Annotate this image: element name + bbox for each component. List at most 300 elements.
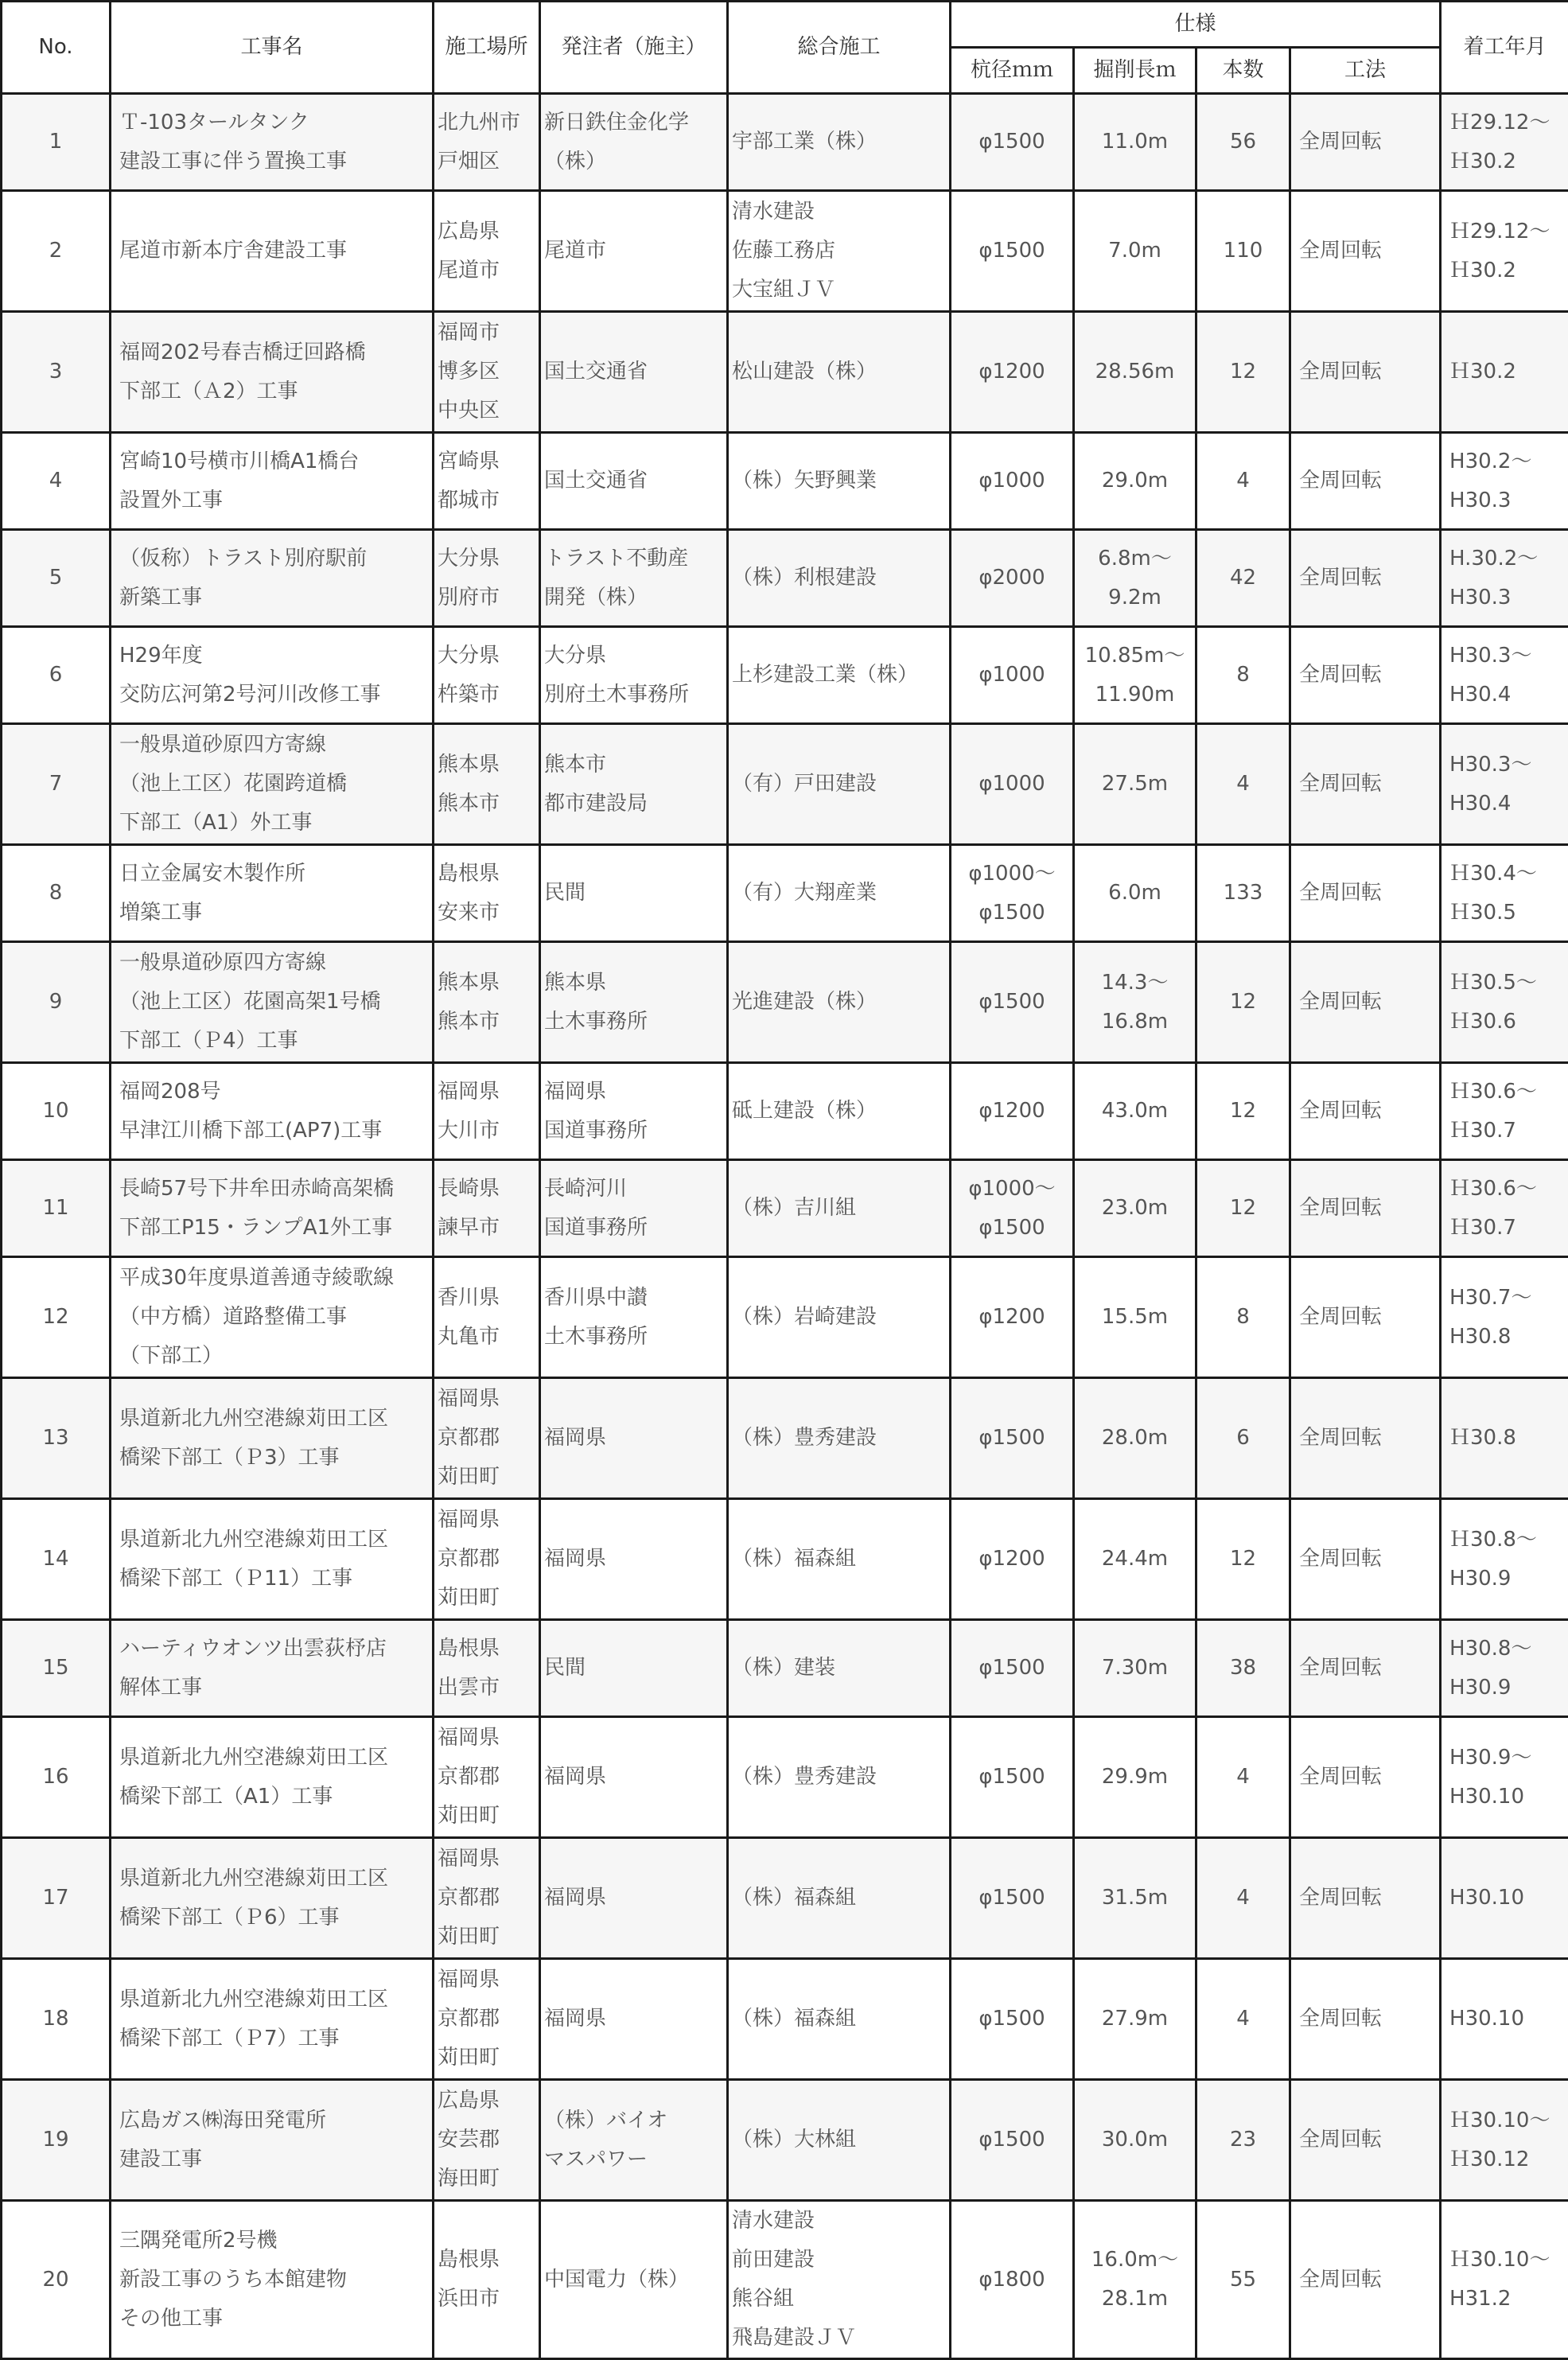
project-name-cell-line: （中方橋）道路整備工事 (119, 1298, 432, 1337)
count-cell: 4 (1196, 1717, 1290, 1838)
count-cell: 4 (1196, 1959, 1290, 2080)
project-name-cell (111, 1378, 434, 1499)
location-cell-line: 別府市 (438, 578, 539, 617)
depth-cell (1074, 1499, 1196, 1620)
contractor-cell-line: （株）福森組 (732, 1879, 949, 1918)
location-cell-line: 広島県 (438, 2082, 539, 2120)
diameter-cell-line: φ1500 (951, 232, 1072, 271)
contractor-cell (728, 724, 951, 845)
contractor-cell-line: 前田建設 (732, 2241, 949, 2280)
project-name-cell-line: 県道新北九州空港線苅田工区 (119, 1521, 432, 1560)
client-cell (540, 433, 728, 530)
location-cell-line: 福岡県 (438, 1501, 539, 1540)
project-name-cell-line: 設置外工事 (119, 481, 432, 520)
diameter-cell (951, 1717, 1074, 1838)
client-cell (540, 1620, 728, 1717)
project-name-cell-line: 橋梁下部工（Ｐ7）工事 (119, 2019, 432, 2058)
count-cell: 56 (1196, 94, 1290, 191)
start-date-cell-line: H30.9 (1449, 1560, 1568, 1599)
contractor-cell (728, 1257, 951, 1378)
count-cell: 6 (1196, 1378, 1290, 1499)
start-date-cell-line: H30.3 (1449, 481, 1568, 520)
depth-cell-line: 16.0m～ (1075, 2241, 1195, 2280)
client-cell-line: 別府土木事務所 (544, 676, 726, 715)
start-date-cell-line: Ｈ30.5 (1449, 894, 1568, 933)
diameter-cell (951, 1620, 1074, 1717)
depth-cell-line: 24.4m (1075, 1540, 1195, 1579)
contractor-cell-line: （株）大林組 (732, 2120, 949, 2159)
start-date-cell-line: Ｈ29.12～ (1449, 103, 1568, 142)
count-cell: 38 (1196, 1620, 1290, 1717)
location-cell (434, 1257, 540, 1378)
diameter-cell-line: φ1500 (951, 123, 1072, 162)
client-cell-line: 尾道市 (544, 232, 726, 271)
client-cell (540, 1378, 728, 1499)
count-cell: 12 (1196, 942, 1290, 1063)
start-date-cell-line: H31.2 (1449, 2280, 1568, 2319)
table-row (2, 942, 1568, 1063)
contractor-cell-line: （株）矢野興業 (732, 461, 949, 500)
table-row (2, 724, 1568, 845)
start-date-cell-line: Ｈ30.10～ (1449, 2241, 1568, 2280)
method-cell: 全周回転 (1290, 1959, 1441, 2080)
start-date-cell-line: Ｈ30.6～ (1449, 1170, 1568, 1209)
client-cell (540, 1160, 728, 1257)
count-cell: 133 (1196, 845, 1290, 942)
contractor-cell (728, 1620, 951, 1717)
depth-cell (1074, 191, 1196, 312)
depth-cell-line: 28.0m (1075, 1419, 1195, 1458)
no-cell: 12 (2, 1257, 111, 1378)
client-cell (540, 724, 728, 845)
location-cell-line: 福岡県 (438, 1073, 539, 1112)
no-cell: 9 (2, 942, 111, 1063)
diameter-cell (951, 312, 1074, 433)
project-name-cell-line: 橋梁下部工（A1）工事 (119, 1778, 432, 1817)
client-cell-line: 土木事務所 (544, 1318, 726, 1357)
start-date-cell-line: Ｈ30.6 (1449, 1003, 1568, 1042)
location-cell-line: 都城市 (438, 481, 539, 520)
start-date-cell (1441, 2201, 1568, 2359)
start-date-cell-line: H30.4 (1449, 676, 1568, 715)
table-row (2, 1717, 1568, 1838)
contractor-cell (728, 1717, 951, 1838)
project-name-cell-line: （池上工区）花園高架1号橋 (119, 983, 432, 1022)
diameter-cell (951, 530, 1074, 627)
location-cell-line: 福岡市 (438, 313, 539, 352)
start-date-cell (1441, 1959, 1568, 2080)
diameter-cell-line: φ1500 (951, 894, 1072, 933)
start-date-cell (1441, 433, 1568, 530)
project-name-cell-line: 県道新北九州空港線苅田工区 (119, 1980, 432, 2019)
depth-cell-line: 29.0m (1075, 461, 1195, 500)
client-cell-line: 福岡県 (544, 2000, 726, 2039)
project-name-cell-line: 解体工事 (119, 1669, 432, 1708)
start-date-cell-line: H30.9～ (1449, 1739, 1568, 1778)
no-cell: 18 (2, 1959, 111, 2080)
depth-cell (1074, 1378, 1196, 1499)
start-date-cell (1441, 627, 1568, 724)
start-date-cell-line: H30.2～ (1449, 442, 1568, 481)
client-cell-line: （株） (544, 142, 726, 181)
start-date-cell-line: Ｈ30.2 (1449, 142, 1568, 181)
location-cell (434, 1717, 540, 1838)
contractor-cell-line: 松山建設（株） (732, 352, 949, 391)
method-cell: 全周回転 (1290, 1378, 1441, 1499)
header-location: 施工場所 (434, 2, 540, 94)
location-cell-line: 京都郡 (438, 2000, 539, 2039)
diameter-cell-line: φ1000 (951, 656, 1072, 695)
contractor-cell (728, 1838, 951, 1959)
no-cell: 1 (2, 94, 111, 191)
client-cell (540, 1257, 728, 1378)
project-name-cell (111, 1257, 434, 1378)
diameter-cell-line: φ1000 (951, 461, 1072, 500)
client-cell-line: （株）バイオ (544, 2101, 726, 2140)
project-name-cell-line: （仮称）トラスト別府駅前 (119, 539, 432, 578)
location-cell (434, 1959, 540, 2080)
contractor-cell-line: （有）戸田建設 (732, 765, 949, 804)
no-cell: 14 (2, 1499, 111, 1620)
table-row (2, 1160, 1568, 1257)
location-cell-line: 海田町 (438, 2159, 539, 2198)
method-cell: 全周回転 (1290, 530, 1441, 627)
location-cell-line: 出雲市 (438, 1669, 539, 1708)
project-name-cell-line: 橋梁下部工（Ｐ11）工事 (119, 1560, 432, 1599)
header-start: 着工年月 (1441, 2, 1568, 94)
client-cell-line: 香川県中讃 (544, 1279, 726, 1318)
project-name-cell-line: 日立金属安木製作所 (119, 855, 432, 894)
diameter-cell-line: φ1200 (951, 352, 1072, 391)
location-cell-line: 安来市 (438, 894, 539, 933)
location-cell-line: 大分県 (438, 539, 539, 578)
location-cell (434, 312, 540, 433)
location-cell (434, 1499, 540, 1620)
project-name-cell (111, 312, 434, 433)
contractor-cell-line: （株）吉川組 (732, 1189, 949, 1228)
method-cell: 全周回転 (1290, 724, 1441, 845)
table-row (2, 1838, 1568, 1959)
contractor-cell-line: （株）岩崎建設 (732, 1298, 949, 1337)
project-name-cell-line: 橋梁下部工（Ｐ6）工事 (119, 1899, 432, 1937)
depth-cell-line: 14.3～ (1075, 964, 1195, 1003)
project-name-cell (111, 1160, 434, 1257)
depth-cell (1074, 1257, 1196, 1378)
depth-cell (1074, 94, 1196, 191)
project-name-cell (111, 191, 434, 312)
location-cell-line: 諫早市 (438, 1209, 539, 1248)
location-cell-line: 中央区 (438, 391, 539, 430)
location-cell-line: 福岡県 (438, 1380, 539, 1419)
project-name-cell-line: 交防広河第2号河川改修工事 (119, 676, 432, 715)
count-cell: 110 (1196, 191, 1290, 312)
diameter-cell (951, 433, 1074, 530)
method-cell: 全周回転 (1290, 312, 1441, 433)
project-name-cell (111, 1499, 434, 1620)
diameter-cell (951, 2201, 1074, 2359)
start-date-cell-line: Ｈ30.6～ (1449, 1073, 1568, 1112)
location-cell-line: 苅田町 (438, 1918, 539, 1957)
project-name-cell-line: 下部工（A1）外工事 (119, 804, 432, 843)
table-row (2, 1257, 1568, 1378)
client-cell (540, 942, 728, 1063)
depth-cell-line: 15.5m (1075, 1298, 1195, 1337)
contractor-cell-line: （株）豊秀建設 (732, 1758, 949, 1797)
project-name-cell-line: 早津江川橋下部工(AP7)工事 (119, 1112, 432, 1151)
project-name-cell (111, 2080, 434, 2201)
start-date-cell-line: H30.3～ (1449, 746, 1568, 785)
no-cell: 8 (2, 845, 111, 942)
start-date-cell (1441, 1717, 1568, 1838)
no-cell: 19 (2, 2080, 111, 2201)
table-row (2, 2080, 1568, 2201)
project-name-cell-line: 県道新北九州空港線苅田工区 (119, 1400, 432, 1439)
location-cell-line: 島根県 (438, 2241, 539, 2280)
start-date-cell (1441, 1378, 1568, 1499)
contractor-cell (728, 1160, 951, 1257)
start-date-cell-line: H30.10 (1449, 2000, 1568, 2039)
no-cell: 20 (2, 2201, 111, 2359)
client-cell-line: 福岡県 (544, 1540, 726, 1579)
diameter-cell-line: φ1200 (951, 1092, 1072, 1131)
project-name-cell-line: 広島ガス㈱海田発電所 (119, 2101, 432, 2140)
location-cell-line: 博多区 (438, 352, 539, 391)
start-date-cell-line: H30.8 (1449, 1318, 1568, 1357)
method-cell: 全周回転 (1290, 845, 1441, 942)
client-cell (540, 627, 728, 724)
method-cell: 全周回転 (1290, 627, 1441, 724)
start-date-cell-line: H30.3～ (1449, 637, 1568, 676)
contractor-cell (728, 312, 951, 433)
project-name-cell-line: 県道新北九州空港線苅田工区 (119, 1860, 432, 1899)
diameter-cell-line: φ2000 (951, 559, 1072, 598)
method-cell: 全周回転 (1290, 1499, 1441, 1620)
count-cell: 55 (1196, 2201, 1290, 2359)
table-row (2, 2201, 1568, 2359)
depth-cell (1074, 1160, 1196, 1257)
location-cell (434, 1160, 540, 1257)
client-cell-line: 長崎河川 (544, 1170, 726, 1209)
project-name-cell-line: その他工事 (119, 2300, 432, 2339)
location-cell-line: 北九州市 (438, 103, 539, 142)
client-cell-line: 国土交通省 (544, 461, 726, 500)
location-cell (434, 724, 540, 845)
method-cell: 全周回転 (1290, 1838, 1441, 1959)
count-cell: 12 (1196, 1160, 1290, 1257)
no-cell: 11 (2, 1160, 111, 1257)
contractor-cell-line: 砥上建設（株） (732, 1092, 949, 1131)
table-row (2, 1063, 1568, 1160)
method-cell: 全周回転 (1290, 2201, 1441, 2359)
client-cell (540, 2080, 728, 2201)
depth-cell-line: 6.0m (1075, 874, 1195, 913)
client-cell-line: 国道事務所 (544, 1209, 726, 1248)
client-cell-line: トラスト不動産 (544, 539, 726, 578)
count-cell: 42 (1196, 530, 1290, 627)
no-cell: 2 (2, 191, 111, 312)
header-spec: 仕様 (951, 2, 1441, 48)
project-name-cell-line: （下部工） (119, 1337, 432, 1376)
client-cell (540, 94, 728, 191)
contractor-cell (728, 1063, 951, 1160)
depth-cell-line: 28.1m (1075, 2280, 1195, 2319)
project-name-cell (111, 627, 434, 724)
client-cell (540, 845, 728, 942)
contractor-cell (728, 942, 951, 1063)
start-date-cell-line: Ｈ30.2 (1449, 352, 1568, 391)
contractor-cell-line: 清水建設 (732, 2202, 949, 2241)
method-cell: 全周回転 (1290, 942, 1441, 1063)
depth-cell (1074, 845, 1196, 942)
contractor-cell (728, 1959, 951, 2080)
depth-cell-line: 11.90m (1075, 676, 1195, 715)
client-cell (540, 1499, 728, 1620)
client-cell-line: 新日鉄住金化学 (544, 103, 726, 142)
location-cell-line: 島根県 (438, 855, 539, 894)
project-name-cell-line: 増築工事 (119, 894, 432, 933)
diameter-cell-line: φ1500 (951, 1419, 1072, 1458)
client-cell-line: 民間 (544, 874, 726, 913)
start-date-cell (1441, 724, 1568, 845)
contractor-cell-line: 飛島建設ＪＶ (732, 2319, 949, 2358)
no-cell: 5 (2, 530, 111, 627)
header-name: 工事名 (111, 2, 434, 94)
client-cell (540, 191, 728, 312)
project-name-cell (111, 530, 434, 627)
table-row (2, 1378, 1568, 1499)
location-cell-line: 戸畑区 (438, 142, 539, 181)
project-name-cell (111, 1838, 434, 1959)
contractor-cell (728, 191, 951, 312)
no-cell: 7 (2, 724, 111, 845)
start-date-cell-line: H30.8～ (1449, 1630, 1568, 1669)
project-name-cell-line: 一般県道砂原四方寄線 (119, 726, 432, 765)
depth-cell-line: 43.0m (1075, 1092, 1195, 1131)
location-cell-line: 苅田町 (438, 1458, 539, 1497)
no-cell: 15 (2, 1620, 111, 1717)
location-cell-line: 大分県 (438, 637, 539, 676)
project-name-cell (111, 1620, 434, 1717)
diameter-cell-line: φ1200 (951, 1298, 1072, 1337)
location-cell-line: 杵築市 (438, 676, 539, 715)
contractor-cell (728, 1378, 951, 1499)
project-name-cell (111, 1959, 434, 2080)
no-cell: 4 (2, 433, 111, 530)
diameter-cell (951, 724, 1074, 845)
project-name-cell (111, 433, 434, 530)
header-client: 発注者（施主） (540, 2, 728, 94)
depth-cell-line: 27.5m (1075, 765, 1195, 804)
contractor-cell-line: 佐藤工務店 (732, 232, 949, 271)
method-cell: 全周回転 (1290, 191, 1441, 312)
diameter-cell (951, 94, 1074, 191)
client-cell (540, 1838, 728, 1959)
count-cell: 4 (1196, 1838, 1290, 1959)
contractor-cell-line: （株）利根建設 (732, 559, 949, 598)
location-cell-line: 尾道市 (438, 251, 539, 290)
diameter-cell (951, 1160, 1074, 1257)
method-cell: 全周回転 (1290, 433, 1441, 530)
project-name-cell-line: 新築工事 (119, 578, 432, 617)
location-cell-line: 福岡県 (438, 1961, 539, 2000)
diameter-cell-line: φ1200 (951, 1540, 1072, 1579)
header-contractor: 総合施工 (728, 2, 951, 94)
client-cell (540, 312, 728, 433)
client-cell-line: 熊本県 (544, 964, 726, 1003)
location-cell (434, 627, 540, 724)
start-date-cell-line: Ｈ30.4～ (1449, 855, 1568, 894)
location-cell-line: 京都郡 (438, 1758, 539, 1797)
client-cell (540, 1959, 728, 2080)
diameter-cell (951, 942, 1074, 1063)
location-cell-line: 熊本県 (438, 746, 539, 785)
location-cell-line: 浜田市 (438, 2280, 539, 2319)
count-cell: 4 (1196, 433, 1290, 530)
client-cell (540, 530, 728, 627)
location-cell-line: 丸亀市 (438, 1318, 539, 1357)
project-name-cell-line: 平成30年度県道善通寺綾歌線 (119, 1259, 432, 1298)
depth-cell (1074, 1063, 1196, 1160)
no-cell: 10 (2, 1063, 111, 1160)
project-name-cell-line: 一般県道砂原四方寄線 (119, 944, 432, 983)
location-cell-line: 長崎県 (438, 1170, 539, 1209)
depth-cell (1074, 433, 1196, 530)
project-name-cell-line: 下部工（Ａ2）工事 (119, 372, 432, 411)
location-cell (434, 1838, 540, 1959)
depth-cell (1074, 2201, 1196, 2359)
depth-cell-line: 31.5m (1075, 1879, 1195, 1918)
depth-cell-line: 6.8m～ (1075, 539, 1195, 578)
depth-cell-line: 16.8m (1075, 1003, 1195, 1042)
contractor-cell (728, 845, 951, 942)
count-cell: 12 (1196, 1063, 1290, 1160)
project-name-cell-line: Ｔ-103タールタンク (119, 103, 432, 142)
no-cell: 17 (2, 1838, 111, 1959)
project-name-cell-line: 長崎57号下井牟田赤崎高架橋 (119, 1170, 432, 1209)
location-cell (434, 433, 540, 530)
diameter-cell (951, 1063, 1074, 1160)
location-cell-line: 京都郡 (438, 1540, 539, 1579)
client-cell-line: 福岡県 (544, 1758, 726, 1797)
contractor-cell-line: 清水建設 (732, 193, 949, 232)
start-date-cell-line: Ｈ30.5～ (1449, 964, 1568, 1003)
location-cell-line: 熊本県 (438, 964, 539, 1003)
count-cell: 8 (1196, 1257, 1290, 1378)
diameter-cell-line: φ1500 (951, 2000, 1072, 2039)
contractor-cell-line: 宇部工業（株） (732, 123, 949, 162)
location-cell (434, 845, 540, 942)
start-date-cell (1441, 845, 1568, 942)
start-date-cell (1441, 1838, 1568, 1959)
location-cell (434, 530, 540, 627)
contractor-cell (728, 94, 951, 191)
contractor-cell-line: 大宝組ＪＶ (732, 271, 949, 310)
project-name-cell-line: 建設工事 (119, 2140, 432, 2179)
diameter-cell-line: φ1000～ (951, 1170, 1072, 1209)
no-cell: 6 (2, 627, 111, 724)
depth-cell (1074, 1838, 1196, 1959)
start-date-cell-line: H30.7～ (1449, 1279, 1568, 1318)
location-cell (434, 2080, 540, 2201)
depth-cell-line: 29.9m (1075, 1758, 1195, 1797)
location-cell-line: 苅田町 (438, 2039, 539, 2078)
diameter-cell (951, 845, 1074, 942)
project-name-cell-line: H29年度 (119, 637, 432, 676)
start-date-cell (1441, 94, 1568, 191)
project-name-cell-line: 下部工（Ｐ4）工事 (119, 1022, 432, 1061)
start-date-cell-line: H.30.2～ (1449, 539, 1568, 578)
start-date-cell-line: Ｈ30.10～ (1449, 2101, 1568, 2140)
